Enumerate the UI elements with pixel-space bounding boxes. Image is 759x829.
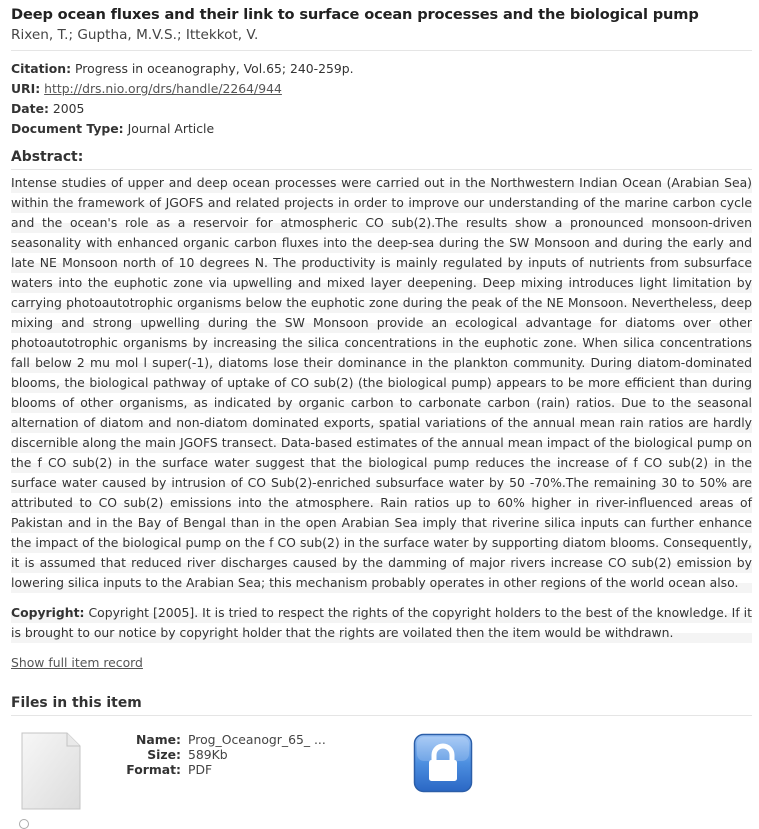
- page-title: Deep ocean fluxes and their link to surface ocean processes and the biological pump: [11, 6, 699, 23]
- file-name-row: [111, 732, 326, 747]
- doctype-row: [11, 119, 752, 139]
- file-format-row: [111, 762, 326, 777]
- divider: [11, 50, 752, 51]
- abstract-heading: Abstract:: [11, 149, 84, 165]
- citation-row: [11, 59, 752, 79]
- file-format-value: PDF: [188, 762, 213, 777]
- file-size-value: 589Kb: [188, 747, 228, 762]
- authors: Rixen, T.; Guptha, M.V.S.; Ittekkot, V.: [11, 27, 259, 43]
- item-view: [11, 5, 752, 828]
- date-value: 2005: [52, 101, 85, 116]
- file-metadata: [111, 732, 326, 777]
- files-heading: Files in this item: [11, 695, 142, 711]
- file-size-label: Size:: [147, 747, 181, 762]
- copyright-block: [11, 603, 752, 643]
- copyright-text: Copyright [2005]. It is tried to respect the rights of the copyright holders to the best of the knowledge. If it is brought to our notice by copyright holder that the rights are voilated then the item would be withdrawn.: [11, 605, 752, 640]
- date-label: Date:: [11, 101, 49, 116]
- file-item: [11, 728, 752, 828]
- doctype-label: Document Type:: [11, 121, 124, 136]
- file-format-label: Format:: [126, 762, 181, 777]
- doctype-value: Journal Article: [127, 121, 215, 136]
- citation-label: Citation:: [11, 61, 72, 76]
- file-name-label: Name:: [135, 732, 181, 747]
- lock-icon[interactable]: [413, 733, 473, 795]
- abstract-text: Intense studies of upper and deep ocean processes were carried out in the Northwestern Indian Ocean (Arabian Sea) within the framework of JGOFS and related projects in order to improve our understanding of the marine carbon cycle and the ocean's role as a reservoir for atmospheric CO sub(2).The results show a pronounced monsoon-driven seasonality with enhanced organic carbon fluxes into the deep-sea during the SW Monsoon and during the early and late NE Monsoon north of 10 degrees N. The productivity is mainly regulated by inputs of nutrients from subsurface waters into the euphotic zone via upwelling and mixed layer deepening. Deep mixing introduces light limitation by carrying photoautotrophic organisms below the euphotic zone during the peak of the NE Monsoon. Nevertheless, deep mixing and strong upwelling during the SW Monsoon provide an ecological advantage for diatoms over other photoautotrophic organisms by increasing the silica concentrations in the euphotic zone. When silica concentrations fall below 2 mu mol l super(-1), diatoms lose their dominance in the plankton community. During diatom-dominated blooms, the biological pathway of uptake of CO sub(2) (the biological pump) appears to be more efficient than during blooms of other organisms, as indicated by organic carbon to carbonate carbon (rain) ratios. Due to the seasonal alternation of diatom and non-diatom dominated exports, spatial variations of the annual mean rain ratios are hardly discernible along the main JGOFS transect. Data-based estimates of the annual mean impact of the biological pump on the f CO sub(2) in the surface water suggest that the biological pump reduces the increase of f CO sub(2) in the surface water caused by intrusion of CO Sub(2)-enriched subsurface water by 50 -70%.The remaining 30 to 50% are attributed to CO sub(2) emissions into the atmosphere. Rain ratios up to 60% higher in river-influenced areas of Pakistan and in the Bay of Bengal than in the open Arabian Sea imply that riverine silica inputs can further enhance the impact of the biological pump on the f CO sub(2) in the surface water by supporting diatom blooms. Consequently, it is assumed that reduced river discharges caused by the damming of major rivers increase CO sub(2) emission by lowering silica inputs to the Arabian Sea; this mechanism probably operates in other regions of the world ocean also.: [11, 173, 752, 593]
- copyright-label: Copyright:: [11, 605, 85, 620]
- divider: [11, 169, 752, 170]
- date-row: [11, 99, 752, 119]
- status-indicator: [19, 819, 29, 829]
- divider: [11, 715, 752, 716]
- citation-value: Progress in oceanography, Vol.65; 240-259p.: [75, 61, 354, 76]
- show-full-record-link[interactable]: Show full item record: [11, 655, 143, 670]
- uri-label: URI:: [11, 81, 41, 96]
- uri-row: [11, 79, 752, 99]
- uri-link[interactable]: http://drs.nio.org/drs/handle/2264/944: [44, 81, 282, 96]
- document-icon[interactable]: [21, 732, 81, 810]
- file-size-row: [111, 747, 326, 762]
- file-name-value[interactable]: Prog_Oceanogr_65_ ...: [188, 732, 326, 747]
